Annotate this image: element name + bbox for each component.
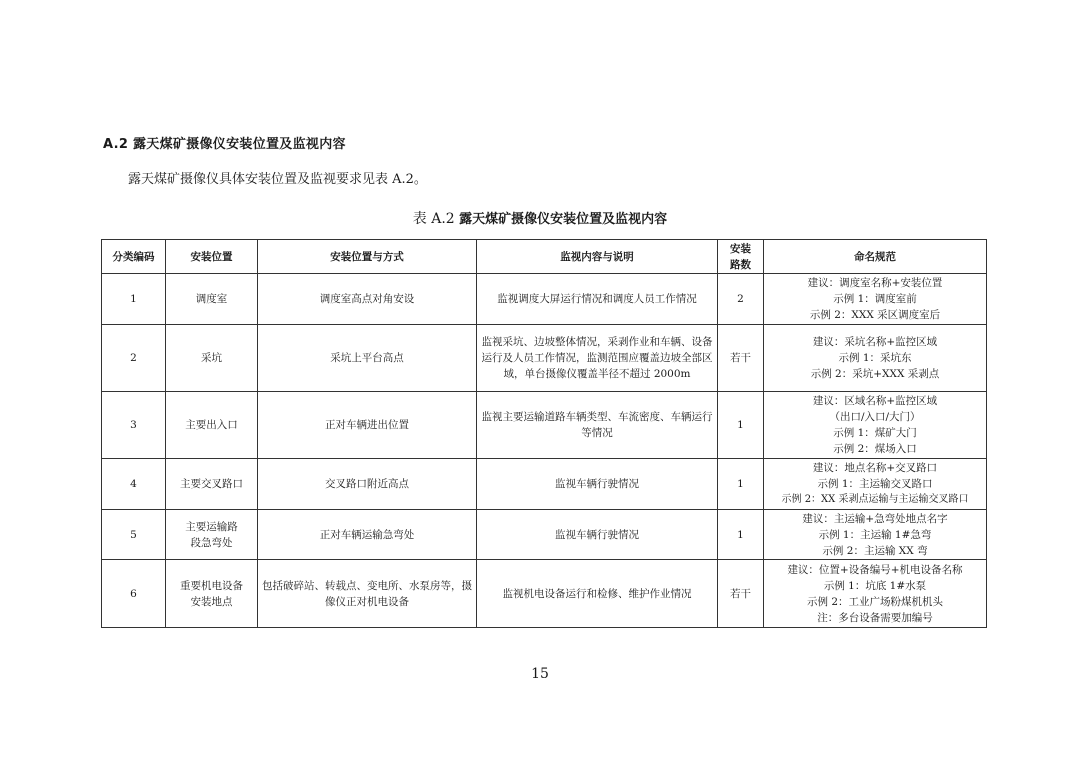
header-content: 监视内容与说明 <box>477 240 718 274</box>
cell-naming <box>764 392 987 459</box>
naming-line: 示例 2：煤场入口 <box>833 443 917 455</box>
naming-line: 示例 2：XXX 采区调度室后 <box>809 309 941 321</box>
cell-method: 正对车辆运输急弯处 <box>258 510 477 560</box>
naming-line: 示例 1：煤矿大门 <box>833 427 917 439</box>
header-count <box>718 240 764 274</box>
table-row <box>102 510 987 560</box>
cell-content: 监视调度大屏运行情况和调度人员工作情况 <box>477 274 718 325</box>
naming-line: 示例 1：调度室前 <box>833 293 917 305</box>
cell-naming <box>764 560 987 628</box>
cell-code: 2 <box>102 325 166 392</box>
naming-line: 示例 2：工业广场粉煤机机头 <box>806 595 944 608</box>
cell-code: 5 <box>102 510 166 560</box>
header-code: 分类编码 <box>102 240 166 274</box>
cell-method: 交叉路口附近高点 <box>258 459 477 510</box>
cell-location: 主要交叉路口 <box>166 459 258 510</box>
cell-count: 若干 <box>718 560 764 628</box>
table-row <box>102 325 987 392</box>
cell-location: 主要运输路段急弯处 <box>166 510 258 560</box>
naming-line: 建议：调度室名称+安装位置 <box>807 277 943 289</box>
cell-content: 监视主要运输道路车辆类型、车流密度、车辆运行等情况 <box>477 392 718 459</box>
cell-count: 1 <box>718 510 764 560</box>
cell-naming <box>764 459 987 510</box>
header-naming: 命名规范 <box>764 240 987 274</box>
table-caption-prefix: 表 A.2 <box>412 211 455 227</box>
header-method: 安装位置与方式 <box>258 240 477 274</box>
cell-count: 1 <box>718 459 764 510</box>
naming-line: 示例 1：坑底 1#水泵 <box>823 579 927 592</box>
cell-naming <box>764 325 987 392</box>
cell-code: 1 <box>102 274 166 325</box>
table-caption-title: 露天煤矿摄像仪安装位置及监视内容 <box>459 212 668 227</box>
cell-count: 2 <box>718 274 764 325</box>
header-count-line: 安装 <box>730 242 751 255</box>
page-number: 15 <box>531 666 549 682</box>
cell-naming <box>764 274 987 325</box>
table-caption <box>0 208 1080 228</box>
camera-install-table <box>101 239 987 628</box>
table-row <box>102 392 987 459</box>
cell-location: 重要机电设备安装地点 <box>166 560 258 628</box>
cell-location: 调度室 <box>166 274 258 325</box>
cell-content: 监视车辆行驶情况 <box>477 459 718 510</box>
cell-location: 采坑 <box>166 325 258 392</box>
table-header-row <box>102 240 987 274</box>
cell-method: 采坑上平台高点 <box>258 325 477 392</box>
cell-count: 若干 <box>718 325 764 392</box>
naming-line: 示例 2：主运输 XX 弯 <box>822 544 928 557</box>
cell-method: 包括破碎站、转载点、变电所、水泵房等，摄像仪正对机电设备 <box>258 560 477 628</box>
naming-line: 建议：主运输+急弯处地点名字 <box>802 512 948 525</box>
cell-content: 监视车辆行驶情况 <box>477 510 718 560</box>
naming-line: 注：多台设备需要加编号 <box>817 611 933 624</box>
cell-code: 6 <box>102 560 166 628</box>
naming-line: （出口/入口/大门） <box>829 411 921 423</box>
naming-line: 建议：地点名称+交叉路口 <box>812 462 938 474</box>
cell-location: 主要出入口 <box>166 392 258 459</box>
cell-count: 1 <box>718 392 764 459</box>
section-title: A.2 露天煤矿摄像仪安装位置及监视内容 <box>103 137 346 152</box>
intro-paragraph: 露天煤矿摄像仪具体安装位置及监视要求见表 A.2。 <box>128 172 427 187</box>
naming-line: 示例 1：主运输 1#急弯 <box>818 528 932 541</box>
cell-method: 正对车辆进出位置 <box>258 392 477 459</box>
header-location: 安装位置 <box>166 240 258 274</box>
cell-content: 监视采坑、边坡整体情况，采剥作业和车辆、设备运行及人员工作情况，监测范围应覆盖边坡全部区域，单台摄像仪覆盖半径不超过 2000m <box>477 325 718 392</box>
table-row <box>102 459 987 510</box>
table-row <box>102 560 987 628</box>
table-row <box>102 274 987 325</box>
naming-line: 建议：位置+设备编号+机电设备名称 <box>787 563 963 576</box>
naming-line: 示例 1：主运输交叉路口 <box>817 478 933 490</box>
naming-line: 建议：采坑名称+监控区域 <box>812 336 938 348</box>
header-count-line: 路数 <box>730 258 751 271</box>
cell-method: 调度室高点对角安设 <box>258 274 477 325</box>
naming-line: 建议：区域名称+监控区域 <box>812 395 938 407</box>
naming-line: 示例 2：采坑+XXX 采剥点 <box>810 368 940 380</box>
naming-line: 示例 2：XX 采剥点运输与主运输交叉路口 <box>781 494 969 505</box>
cell-naming <box>764 510 987 560</box>
cell-code: 4 <box>102 459 166 510</box>
cell-code: 3 <box>102 392 166 459</box>
cell-content: 监视机电设备运行和检修、维护作业情况 <box>477 560 718 628</box>
naming-line: 示例 1：采坑东 <box>838 352 912 364</box>
